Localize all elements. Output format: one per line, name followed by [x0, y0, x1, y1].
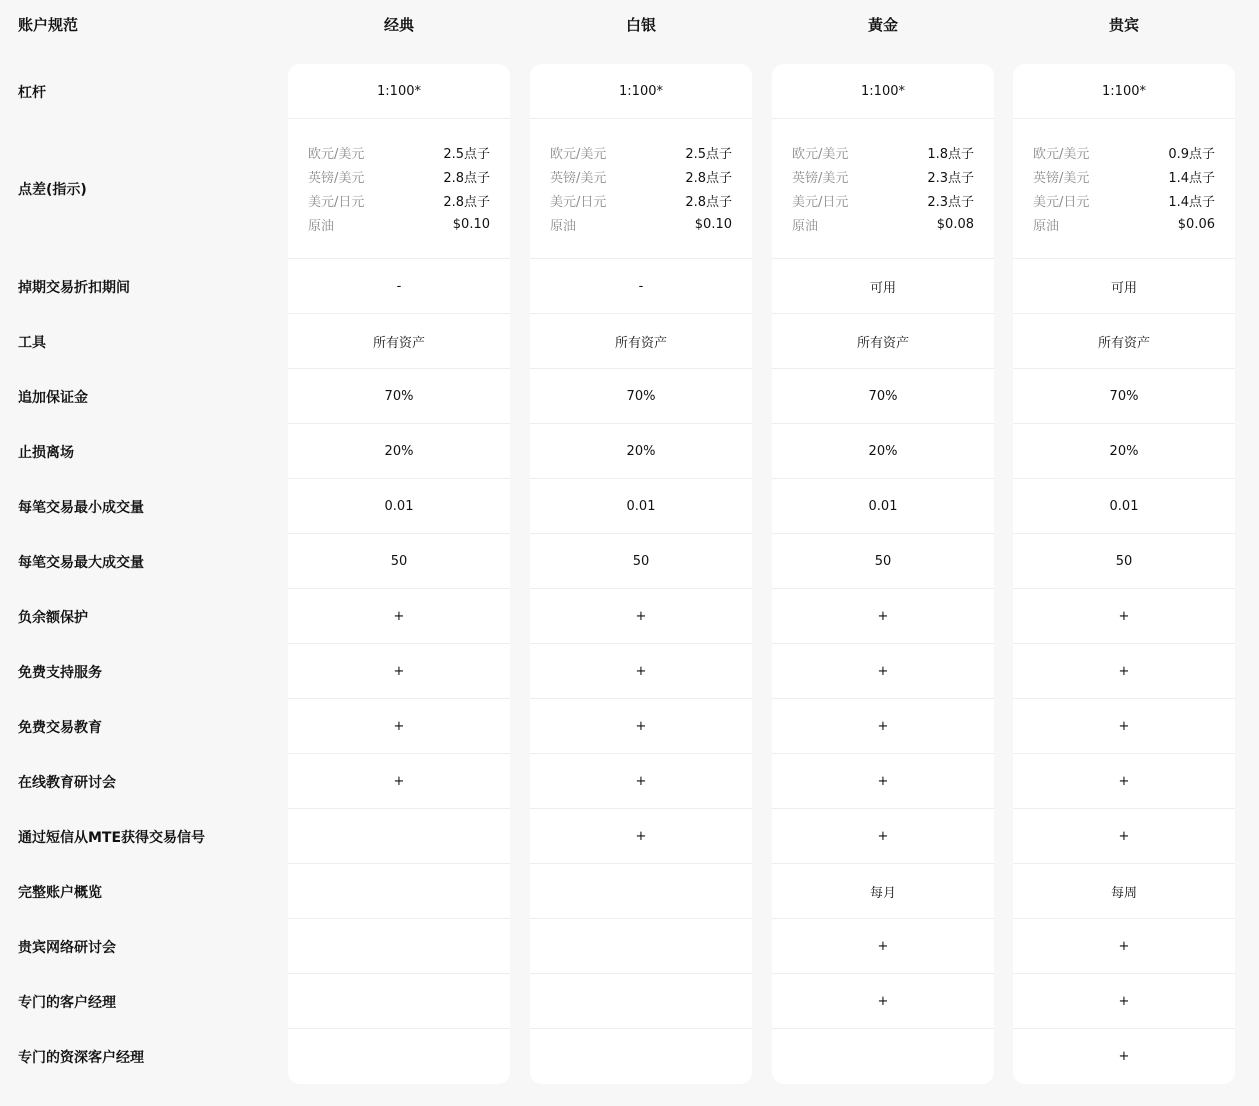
spread-row [1033, 165, 1215, 189]
spread-value: 2.5点子 [685, 147, 732, 162]
spread-pair-label: 美元/日元 [792, 195, 849, 210]
spread-pair-label: 原油 [550, 219, 577, 234]
spread-value: $0.08 [936, 217, 974, 232]
spread-value: 1.8点子 [927, 147, 974, 162]
spread-row [792, 189, 974, 213]
feature-cell [772, 1029, 994, 1084]
spread-value: 2.5点子 [443, 147, 490, 162]
spread-value: 1.4点子 [1168, 195, 1215, 210]
spread-pair-label: 英镑/美元 [550, 171, 607, 186]
spread-pair-label: 欧元/美元 [550, 147, 607, 162]
spread-row [308, 189, 490, 213]
row-label: 掉期交易折扣期间 [18, 279, 130, 296]
feature-cell: 所有资产 [1013, 314, 1235, 369]
feature-cell [288, 864, 510, 919]
row-label: 免费支持服务 [18, 664, 102, 681]
feature-cell: + [530, 589, 752, 644]
column-header-silver: 白银 [625, 15, 656, 34]
spread-pair-label: 美元/日元 [550, 195, 607, 210]
feature-cell: 50 [530, 534, 752, 589]
feature-cell: + [1013, 644, 1235, 699]
spread-value: 2.3点子 [927, 171, 974, 186]
feature-cell: + [288, 754, 510, 809]
feature-cell: + [772, 974, 994, 1029]
feature-cell: 0.01 [530, 479, 752, 534]
spread-cell [530, 119, 752, 259]
spread-row [308, 213, 490, 237]
feature-cell [288, 919, 510, 974]
feature-cell: + [1013, 974, 1235, 1029]
spread-row [308, 141, 490, 165]
feature-cell: + [1118, 1049, 1130, 1064]
spread-value: 2.8点子 [685, 195, 732, 210]
feature-cell: 50 [288, 534, 510, 589]
feature-cell: - [288, 259, 510, 314]
spread-pair-label: 原油 [1033, 219, 1060, 234]
spread-row [792, 165, 974, 189]
feature-cell: + [530, 754, 752, 809]
feature-cell [530, 974, 752, 1029]
feature-cell: + [288, 699, 510, 754]
row-label: 点差(指示) [18, 182, 87, 198]
row-label: 工具 [18, 334, 46, 351]
leverage-cell: 1:100* [1013, 64, 1235, 119]
spread-row [792, 141, 974, 165]
account-column-silver [530, 64, 752, 1084]
feature-cell [288, 974, 510, 1029]
row-label: 专门的资深客户经理 [18, 1049, 144, 1066]
feature-cell: + [772, 919, 994, 974]
feature-cell [530, 919, 752, 974]
feature-cell [288, 809, 510, 864]
feature-cell: + [288, 589, 510, 644]
spread-pair-label: 欧元/美元 [1033, 147, 1090, 162]
row-label: 每笔交易最大成交量 [18, 554, 144, 571]
row-label: 完整账户概览 [18, 884, 102, 901]
feature-cell: + [530, 809, 752, 864]
spread-row [1033, 141, 1215, 165]
feature-cell: 可用 [1013, 259, 1235, 314]
spread-row [550, 213, 732, 237]
feature-cell: 70% [288, 369, 510, 424]
feature-cell: + [530, 699, 752, 754]
feature-cell: - [530, 259, 752, 314]
row-label: 贵宾网络研讨会 [18, 939, 116, 956]
row-label: 负余额保护 [18, 609, 88, 626]
feature-cell: 20% [530, 424, 752, 479]
row-labels [18, 64, 278, 1084]
feature-cell: + [530, 644, 752, 699]
feature-cell: + [1013, 919, 1235, 974]
feature-cell: 20% [288, 424, 510, 479]
row-label: 通过短信从MTE获得交易信号 [18, 829, 206, 846]
feature-cell: + [772, 699, 994, 754]
spread-pair-label: 欧元/美元 [792, 147, 849, 162]
row-label: 追加保证金 [18, 389, 88, 406]
spread-value: $0.06 [1177, 217, 1215, 232]
spread-row [550, 165, 732, 189]
account-column-gold [772, 64, 994, 1084]
row-label: 每笔交易最小成交量 [18, 499, 144, 516]
feature-cell: 70% [530, 369, 752, 424]
leverage-cell: 1:100* [530, 64, 752, 119]
row-label: 杠杆 [18, 84, 46, 101]
spread-value: $0.10 [452, 217, 490, 232]
feature-cell: 0.01 [772, 479, 994, 534]
spread-pair-label: 原油 [308, 219, 335, 234]
column-header-classic: 经典 [383, 15, 414, 34]
feature-cell: 每月 [772, 864, 994, 919]
table-header-label: 账户规范 [18, 15, 79, 34]
column-header-gold: 黃金 [867, 15, 898, 34]
feature-cell: 20% [1013, 424, 1235, 479]
feature-cell: 70% [1013, 369, 1235, 424]
feature-cell: 0.01 [288, 479, 510, 534]
spread-row [550, 189, 732, 213]
spread-value: 2.8点子 [685, 171, 732, 186]
account-column-classic [288, 64, 510, 1084]
feature-cell: 所有资产 [530, 314, 752, 369]
feature-cell: 每周 [1013, 864, 1235, 919]
spread-row [1033, 213, 1215, 237]
row-label: 专门的客户经理 [18, 994, 116, 1011]
spread-value: 2.8点子 [443, 171, 490, 186]
spread-pair-label: 欧元/美元 [308, 147, 365, 162]
account-column-vip [1013, 64, 1235, 1084]
spread-row [1033, 189, 1215, 213]
spread-cell [288, 119, 510, 259]
leverage-cell: 1:100* [288, 64, 510, 119]
feature-cell: + [772, 589, 994, 644]
spread-pair-label: 英镑/美元 [792, 171, 849, 186]
feature-cell: 所有资产 [288, 314, 510, 369]
feature-cell: + [772, 809, 994, 864]
feature-cell: + [772, 754, 994, 809]
spread-value: 0.9点子 [1168, 147, 1215, 162]
feature-cell: 50 [1013, 534, 1235, 589]
feature-cell: + [1013, 809, 1235, 864]
spread-row [308, 165, 490, 189]
row-label: 止损离场 [18, 444, 74, 461]
feature-cell: 50 [772, 534, 994, 589]
feature-cell: 所有资产 [772, 314, 994, 369]
spread-pair-label: 美元/日元 [308, 195, 365, 210]
leverage-cell: 1:100* [772, 64, 994, 119]
feature-cell: 可用 [772, 259, 994, 314]
spread-row [792, 213, 974, 237]
spread-value: $0.10 [694, 217, 732, 232]
spread-row [550, 141, 732, 165]
spread-value: 2.3点子 [927, 195, 974, 210]
spread-pair-label: 英镑/美元 [308, 171, 365, 186]
spread-pair-label: 英镑/美元 [1033, 171, 1090, 186]
spread-value: 2.8点子 [443, 195, 490, 210]
spread-cell [1013, 119, 1235, 259]
spread-pair-label: 原油 [792, 219, 819, 234]
column-header-vip: 贵宾 [1108, 15, 1139, 34]
feature-cell [530, 1029, 752, 1084]
feature-cell: + [1013, 754, 1235, 809]
feature-cell: + [1013, 589, 1235, 644]
row-label: 在线教育研讨会 [18, 774, 116, 791]
spread-cell [772, 119, 994, 259]
feature-cell: + [772, 644, 994, 699]
feature-cell [288, 1029, 510, 1084]
feature-cell: 70% [772, 369, 994, 424]
spread-value: 1.4点子 [1168, 171, 1215, 186]
feature-cell: 20% [772, 424, 994, 479]
feature-cell [530, 864, 752, 919]
spread-pair-label: 美元/日元 [1033, 195, 1090, 210]
feature-cell: 0.01 [1013, 479, 1235, 534]
feature-cell: + [288, 644, 510, 699]
row-label: 免费交易教育 [18, 719, 102, 736]
feature-cell: + [1013, 699, 1235, 754]
